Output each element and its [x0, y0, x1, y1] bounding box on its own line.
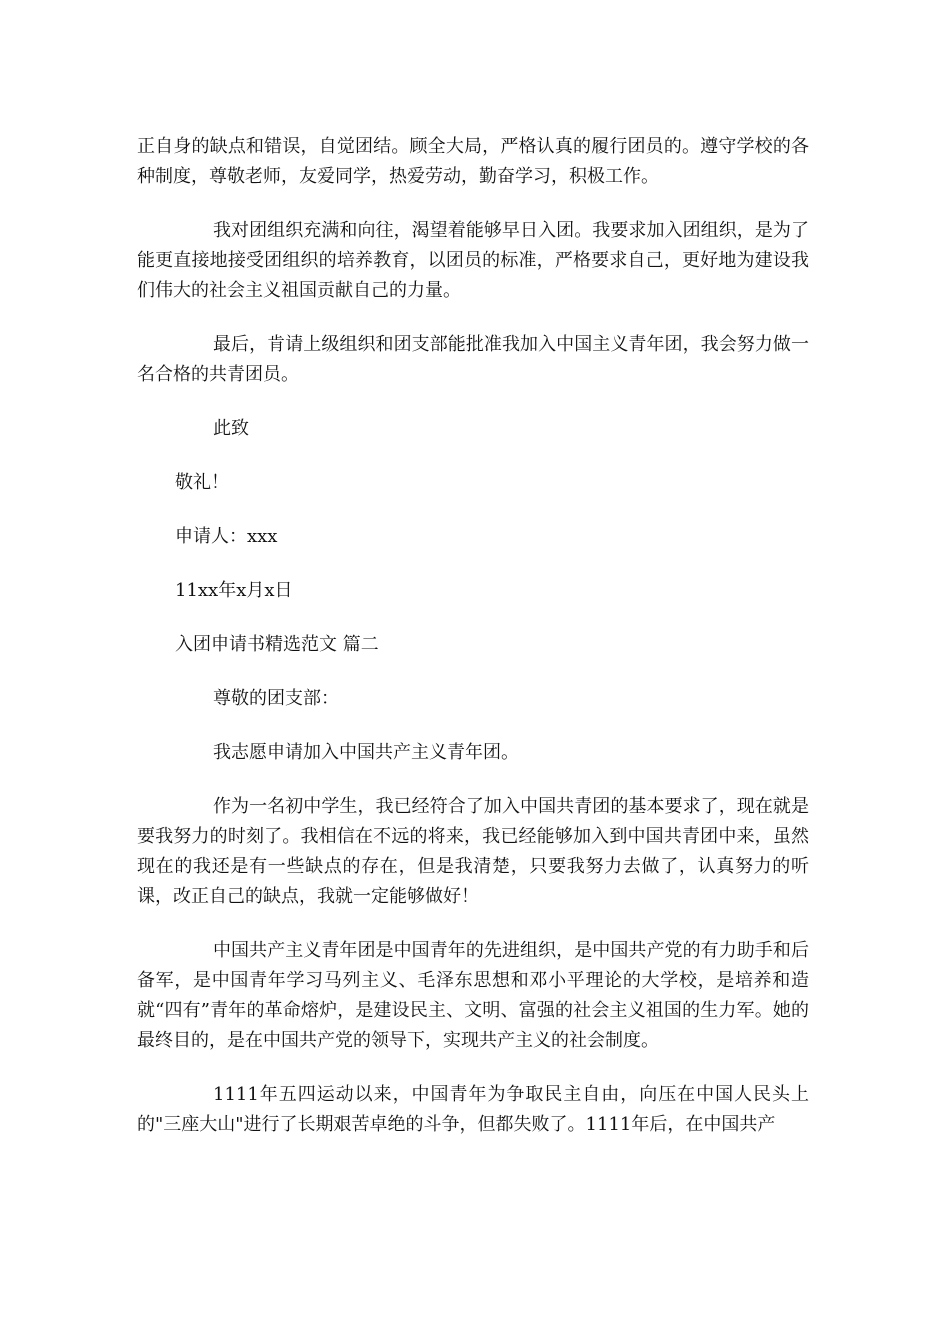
letter-greeting: 尊敬的团支部：: [213, 688, 339, 709]
paragraph-league-description: 中国共产主义青年团是中国青年的先进组织，是中国共产党的有力助手和后备军，是中国青年学习马列主义、毛泽东思想和邓小平理论的大学校，是培养和造就“四有”青年的革命熔炉，是建设民主、文明、富强的社会主义祖国的生力军。她的最终目的，是在中国共产党的领导下，实现共产主义的社会制度。: [137, 940, 809, 1051]
section-heading: 入团申请书精选范文 篇二: [175, 634, 379, 655]
closing-salutation: 此致: [213, 418, 249, 439]
document-page: [137, 132, 809, 1164]
applicant-signature: 申请人：xxx: [175, 526, 278, 547]
paragraph-closing-request: 最后，肯请上级组织和团支部能批准我加入中国主义青年团，我会努力做一名合格的共青团员。: [137, 334, 809, 385]
paragraph-aspiration: 我对团组织充满和向往，渴望着能够早日入团。我要求加入团组织，是为了能更直接地接受团组织的培养教育，以团员的标准，严格要求自己，更好地为建设我们伟大的社会主义祖国贡献自己的力量。: [137, 220, 809, 301]
paragraph-history: 1111年五四运动以来，中国青年为争取民主自由，向压在中国人民头上的"三座大山"进行了长期艰苦卓绝的斗争，但都失败了。1111年后，在中国共产: [137, 1084, 809, 1135]
signature-date: 11xx年x月x日: [175, 580, 293, 601]
closing-regards: 敬礼！: [175, 472, 229, 493]
paragraph-continuation: 正自身的缺点和错误，自觉团结。顾全大局，严格认真的履行团员的。遵守学校的各种制度，尊敬老师，友爱同学，热爱劳动，勤奋学习，积极工作。: [137, 136, 809, 187]
paragraph-student-intro: 作为一名初中学生，我已经符合了加入中国共青团的基本要求了，现在就是要我努力的时刻了。我相信在不远的将来，我已经能够加入到中国共青团中来，虽然现在的我还是有一些缺点的存在，但是我清楚，只要我努力去做了，认真努力的听课，改正自己的缺点，我就一定能够做好！: [137, 796, 809, 907]
application-statement: 我志愿申请加入中国共产主义青年团。: [213, 742, 519, 763]
